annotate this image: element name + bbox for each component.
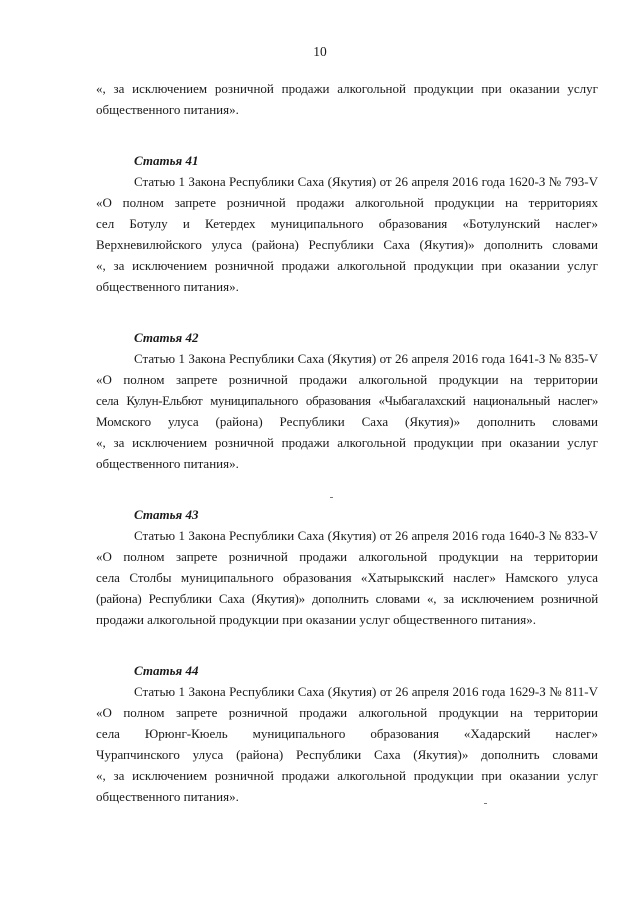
article-line: «О полном запрете розничной продажи алкогольной продукции на территории	[96, 372, 598, 387]
article-line: села Столбы муниципального образования «Хатырыкский наслег» Намского улуса	[96, 570, 598, 585]
page-number: 10	[313, 44, 327, 59]
article-line: Момского улуса (района) Республики Саха (Якутия)» дополнить словами	[96, 414, 598, 429]
intro-line: «, за исключением розничной продажи алкогольной продукции при оказании услуг	[96, 81, 598, 96]
article-line: «, за исключением розничной продажи алкогольной продукции при оказании услуг	[96, 258, 598, 273]
article-heading: Статья 41	[134, 153, 199, 168]
article-line: Статью 1 Закона Республики Саха (Якутия) от 26 апреля 2016 года 1641-З № 835-V	[134, 351, 598, 366]
article-line: «О полном запрете розничной продажи алкогольной продукции на территории	[96, 705, 598, 720]
scan-speck	[330, 497, 333, 498]
scan-speck	[484, 803, 487, 804]
article-line: общественного питания».	[96, 279, 239, 294]
article-line: «О полном запрете розничной продажи алкогольной продукции на территориях	[96, 195, 598, 210]
article-line: общественного питания».	[96, 456, 239, 471]
article-42	[96, 327, 598, 474]
article-line: Верхневилюйского улуса (района) Республики Саха (Якутия)» дополнить словами	[96, 237, 598, 252]
article-line: Чурапчинского улуса (района) Республики Саха (Якутия)» дополнить словами	[96, 747, 598, 762]
article-line: «, за исключением розничной продажи алкогольной продукции при оказании услуг	[96, 768, 598, 783]
intro-paragraph	[96, 78, 598, 120]
article-line: села Юрюнг-Кюель муниципального образования «Хадарский наслег»	[96, 726, 598, 741]
document-body	[96, 78, 598, 807]
article-line: продажи алкогольной продукции при оказании услуг общественного питания».	[96, 612, 536, 627]
article-line: Статью 1 Закона Республики Саха (Якутия) от 26 апреля 2016 года 1640-З № 833-V	[134, 528, 598, 543]
article-line: села Кулун-Ельбют муниципального образования «Чыбагалахский национальный наслег»	[96, 393, 598, 408]
article-43	[96, 504, 598, 630]
article-heading: Статья 42	[134, 330, 199, 345]
article-line: «, за исключением розничной продажи алкогольной продукции при оказании услуг	[96, 435, 598, 450]
article-line: Статью 1 Закона Республики Саха (Якутия) от 26 апреля 2016 года 1629-З № 811-V	[134, 684, 598, 699]
intro-line: общественного питания».	[96, 102, 239, 117]
article-line: (района) Республики Саха (Якутия)» дополнить словами «, за исключением розничной	[96, 591, 598, 606]
article-line: сел Ботулу и Кетердех муниципального образования «Ботулунский наслег»	[96, 216, 598, 231]
article-line: Статью 1 Закона Республики Саха (Якутия) от 26 апреля 2016 года 1620-З № 793-V	[134, 174, 598, 189]
article-41	[96, 150, 598, 297]
article-line: общественного питания».	[96, 789, 239, 804]
article-44	[96, 660, 598, 807]
article-heading: Статья 44	[134, 663, 199, 678]
article-heading: Статья 43	[134, 507, 199, 522]
article-line: «О полном запрете розничной продажи алкогольной продукции на территории	[96, 549, 598, 564]
